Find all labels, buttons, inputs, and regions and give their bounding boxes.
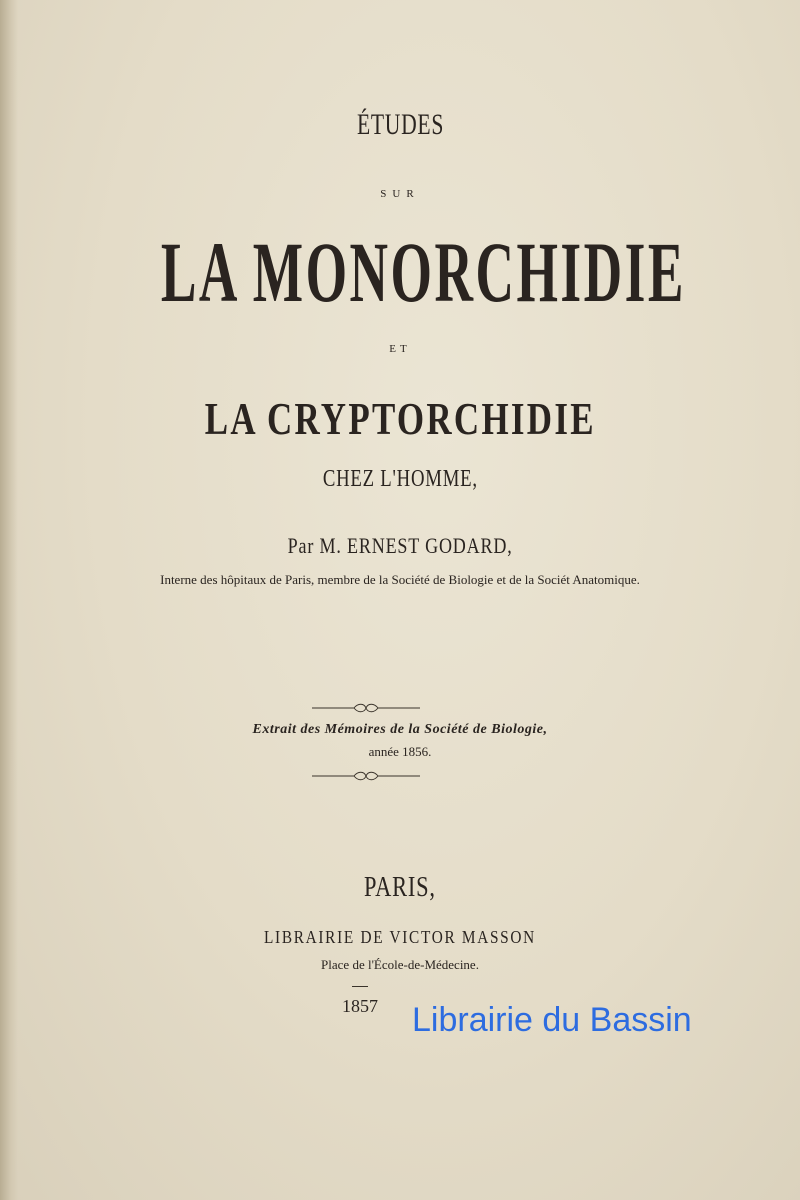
author-description: Interne des hôpitaux de Paris, membre de la Société de Biologie et de la Sociét Anatomique.	[160, 572, 640, 587]
extract-note: Extrait des Mémoires de la Société de Biologie,	[252, 722, 548, 737]
publisher-name: LIBRAIRIE DE VICTOR MASSON	[264, 927, 536, 947]
title-etudes: ÉTUDES	[356, 108, 444, 141]
word-et: ET	[389, 343, 411, 355]
title-main: LA MONORCHIDIE	[160, 224, 686, 320]
page-gutter-shadow	[0, 0, 18, 1200]
subtitle: CHEZ L'HOMME,	[322, 466, 478, 492]
watermark-text: Librairie du Bassin	[412, 1001, 692, 1039]
ornament-divider-bottom	[310, 770, 422, 782]
publisher-address: Place de l'École-de-Médecine.	[321, 957, 479, 972]
title-second: LA CRYPTORCHIDIE	[204, 393, 596, 444]
author-line: Par M. ERNEST GODARD,	[287, 533, 513, 558]
extract-year: année 1856.	[368, 744, 432, 759]
publication-city: PARIS,	[364, 872, 436, 903]
ornament-divider-top	[310, 702, 422, 714]
publication-year: 1857	[342, 996, 378, 1016]
short-rule	[352, 986, 368, 987]
word-sur: SUR	[380, 188, 420, 200]
